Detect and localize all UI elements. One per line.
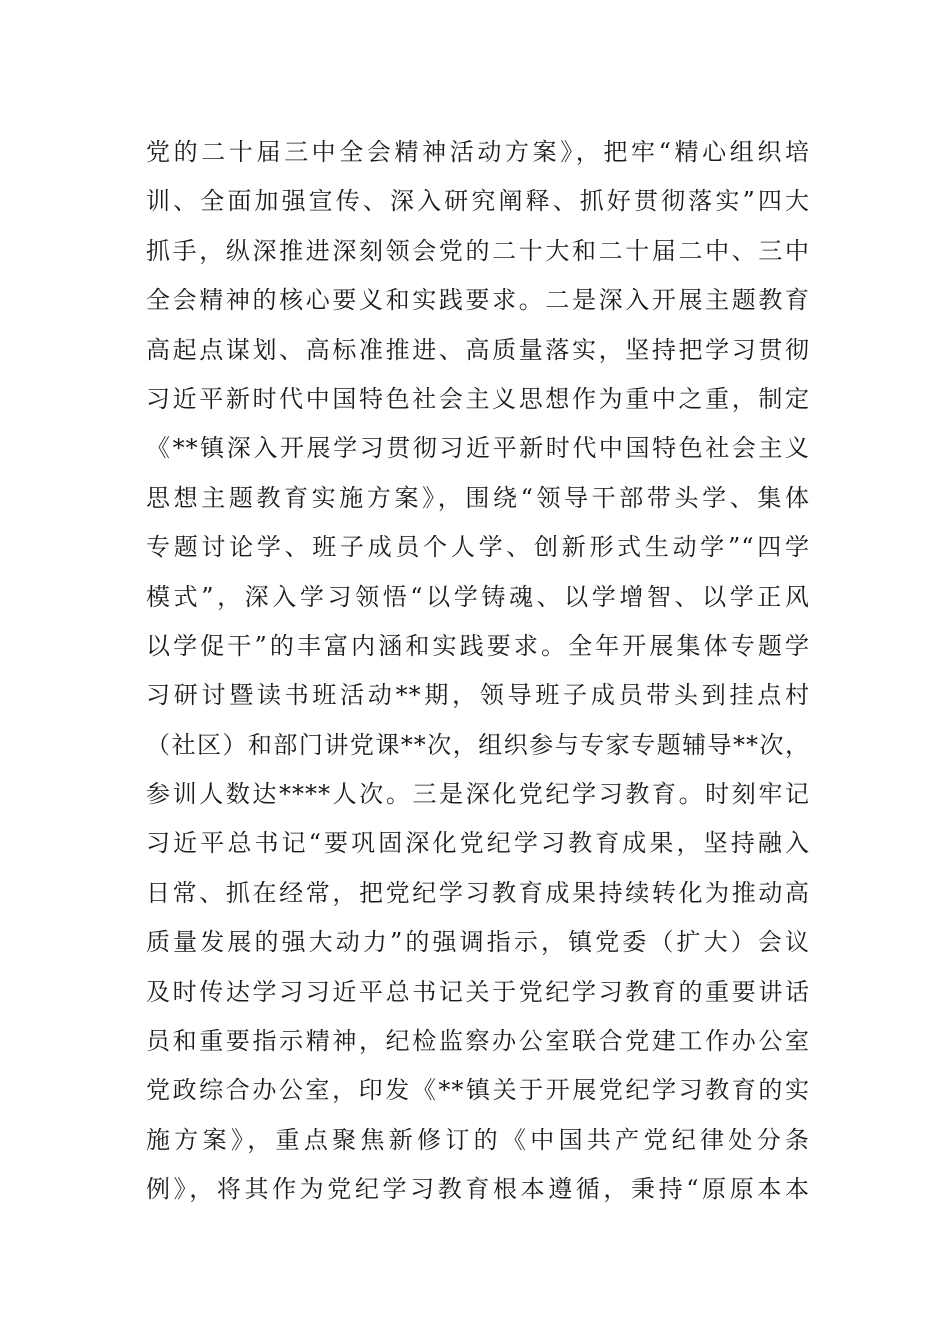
text-line: 日常、抓在经常，把党纪学习教育成果持续转化为推动高 [146, 878, 810, 907]
text-line: 习近平新时代中国特色社会主义思想作为重中之重，制定 [146, 384, 810, 413]
text-line: 全会精神的核心要义和实践要求。二是深入开展主题教育 [146, 286, 810, 315]
text-line: 党的二十届三中全会精神活动方案》，把牢“精心组织培 [146, 138, 810, 166]
text-line: 员和重要指示精神，纪检监察办公室联合党建工作办公室 [146, 1027, 810, 1056]
text-line: （社区）和部门讲党课**次，组织参与专家专题辅导**次， [146, 730, 810, 759]
text-line: 及时传达学习习近平总书记关于党纪学习教育的重要讲话 [146, 977, 810, 1006]
text-line: 习近平总书记“要巩固深化党纪学习教育成果，坚持融入 [146, 829, 810, 858]
text-line: 质量发展的强大动力”的强调指示，镇党委（扩大）会议 [146, 928, 810, 957]
text-line: 思想主题教育实施方案》，围绕“领导干部带头学、集体 [146, 483, 810, 512]
text-line: 习研讨暨读书班活动**期，领导班子成员带头到挂点村 [146, 681, 810, 710]
text-line: 以学促干”的丰富内涵和实践要求。全年开展集体专题学 [146, 631, 810, 660]
text-line: 专题讨论学、班子成员个人学、创新形式生动学”“四学 [146, 533, 810, 562]
text-line: 例》，将其作为党纪学习教育根本遵循，秉持“原原本本 [146, 1175, 810, 1204]
text-line: 抓手，纵深推进深刻领会党的二十大和二十届二中、三中 [146, 236, 810, 265]
text-line: 施方案》，重点聚焦新修订的《中国共产党纪律处分条 [146, 1125, 810, 1154]
text-line: 《**镇深入开展学习贯彻习近平新时代中国特色社会主义 [146, 434, 810, 463]
text-line: 高起点谋划、高标准推进、高质量落实，坚持把学习贯彻 [146, 335, 810, 364]
text-line: 参训人数达****人次。三是深化党纪学习教育。时刻牢记 [146, 780, 810, 809]
text-line: 党政综合办公室，印发《**镇关于开展党纪学习教育的实 [146, 1076, 810, 1105]
text-line: 模式”，深入学习领悟“以学铸魂、以学增智、以学正风 [146, 582, 810, 611]
body-text [146, 128, 810, 1215]
text-line: 训、全面加强宣传、深入研究阐释、抓好贯彻落实”四大 [146, 187, 810, 216]
